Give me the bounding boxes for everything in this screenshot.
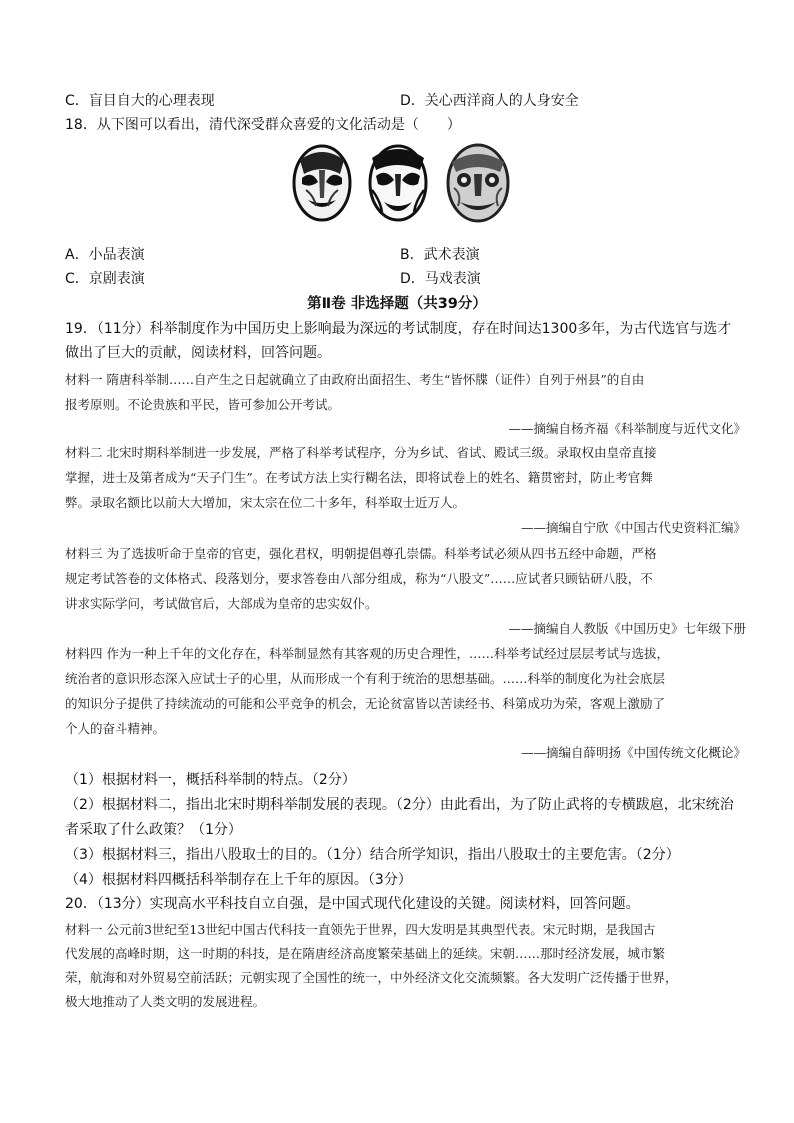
q20-material-1-line-3: 荣，航海和对外贸易空前活跃；元朝实现了全国性的统一，中外经济文化交流频繁。各大发明广泛传播于世界，	[65, 970, 678, 985]
q18-option-a: A．小品表演	[65, 247, 145, 263]
q20-material-1-line-2: 代发展的高峰时期，这一时期的科技，是在隋唐经济高度繁荣基础上的延续。宋朝……那时经济发展，城市繁	[65, 946, 666, 961]
opera-mask-3	[448, 145, 508, 221]
q19-material-2-line-1: 材料二 北宋时期科举制进一步发展，严格了科举考试程序，分为乡试、省试、殿试三级。录取权由皇帝直接	[65, 445, 657, 460]
q19-material-4-source: ——摘编自薛明扬《中国传统文化概论》	[520, 745, 746, 760]
q19-material-4-line-4: 个人的奋斗精神。	[65, 721, 166, 736]
q19-subquestion-2-line-2: 者采取了什么政策？（1分）	[65, 822, 242, 838]
q18-stem: 18．从下图可以看出，清代深受群众喜爱的文化活动是（ ）	[65, 117, 461, 133]
q19-material-3-source: ——摘编自人教版《中国历史》七年级下册	[508, 621, 746, 636]
q19-material-4-line-2: 统治者的意识形态深入应试士子的心里，从而形成一个有利于统治的思想基础。……科举的制度化为社会底层	[65, 671, 666, 686]
q19-subquestion-1: （1）根据材料一，概括科举制的特点。（2分）	[65, 772, 356, 788]
opera-mask-2	[370, 146, 426, 220]
q19-material-3-line-3: 讲求实际学问，考试做官后，大部成为皇帝的忠实奴仆。	[65, 596, 378, 611]
q19-subquestion-4: （4）根据材料四概括科举制存在上千年的原因。（3分）	[65, 872, 412, 888]
q18-option-d: D．马戏表演	[400, 271, 481, 287]
q18-option-b: B．武术表演	[400, 247, 480, 263]
section-title: 第Ⅱ卷 非选择题（共39分）	[307, 296, 487, 312]
q19-subquestion-3: （3）根据材料三，指出八股取士的目的。（1分）结合所学知识，指出八股取士的主要危害。（2分）	[65, 847, 680, 863]
q20-material-1-line-1: 材料一 公元前3世纪至13世纪中国古代科技一直领先于世界，四大发明是其典型代表。宋元时期，是我国古	[65, 922, 656, 937]
q19-material-1-line-2: 报考原则。不论贵族和平民，皆可参加公开考试。	[65, 397, 341, 412]
q17-option-c: C．盲目自大的心理表现	[65, 93, 215, 109]
q20-stem: 20．（13分）实现高水平科技自立自强，是中国式现代化建设的关键。阅读材料，回答问题。	[65, 896, 640, 912]
q19-stem-line-1: 19．（11分）科举制度作为中国历史上影响最为深远的考试制度，存在时间达1300多年，为古代选官与选才	[65, 321, 732, 337]
q19-material-2-line-2: 掌握，进士及第者成为“天子门生”。在考试方法上实行糊名法，即将试卷上的姓名、籍贯密封，防止考官舞	[65, 470, 653, 485]
opera-masks-image	[286, 140, 514, 230]
opera-mask-1	[294, 146, 350, 220]
q20-material-1-line-4: 极大地推动了人类文明的发展进程。	[65, 994, 266, 1009]
q19-material-1-line-1: 材料一 隋唐科举制……自产生之日起就确立了由政府出面招生、考生“皆怀牒（证件）自列于州县”的自由	[65, 372, 645, 387]
q17-option-d: D．关心西洋商人的人身安全	[400, 93, 579, 109]
q19-material-3-line-2: 规定考试答卷的文体格式、段落划分，要求答卷由八部分组成，称为“八股文”……应试者只顾钻研八股，不	[65, 571, 653, 586]
q19-material-4-line-1: 材料四 作为一种上千年的文化存在，科举制显然有其客观的历史合理性，……科举考试经过层层考试与选拔，	[65, 646, 669, 661]
q19-material-3-line-1: 材料三 为了选拔听命于皇帝的官吏，强化君权，明朝提倡尊孔崇儒。科举考试必须从四书五经中命题，严格	[65, 546, 657, 561]
q19-material-1-source: ——摘编自杨齐福《科举制度与近代文化》	[508, 421, 746, 436]
q19-subquestion-2-line-1: （2）根据材料二，指出北宋时期科举制发展的表现。（2分）由此看出，为了防止武将的专横跋扈，北宋统治	[65, 797, 734, 813]
q19-stem-line-2: 做出了巨大的贡献，阅读材料，回答问题。	[65, 345, 331, 361]
q19-material-4-line-3: 的知识分子提供了持续流动的可能和公平竞争的机会，无论贫富皆以苦读经书、科第成功为荣，客观上激励了	[65, 696, 666, 711]
q18-option-c: C．京剧表演	[65, 271, 145, 287]
q19-material-2-source: ——摘编自宁欣《中国古代史资料汇编》	[520, 520, 746, 535]
q19-material-2-line-3: 弊。录取名额比以前大大增加，宋太宗在位二十多年，科举取士近万人。	[65, 495, 466, 510]
